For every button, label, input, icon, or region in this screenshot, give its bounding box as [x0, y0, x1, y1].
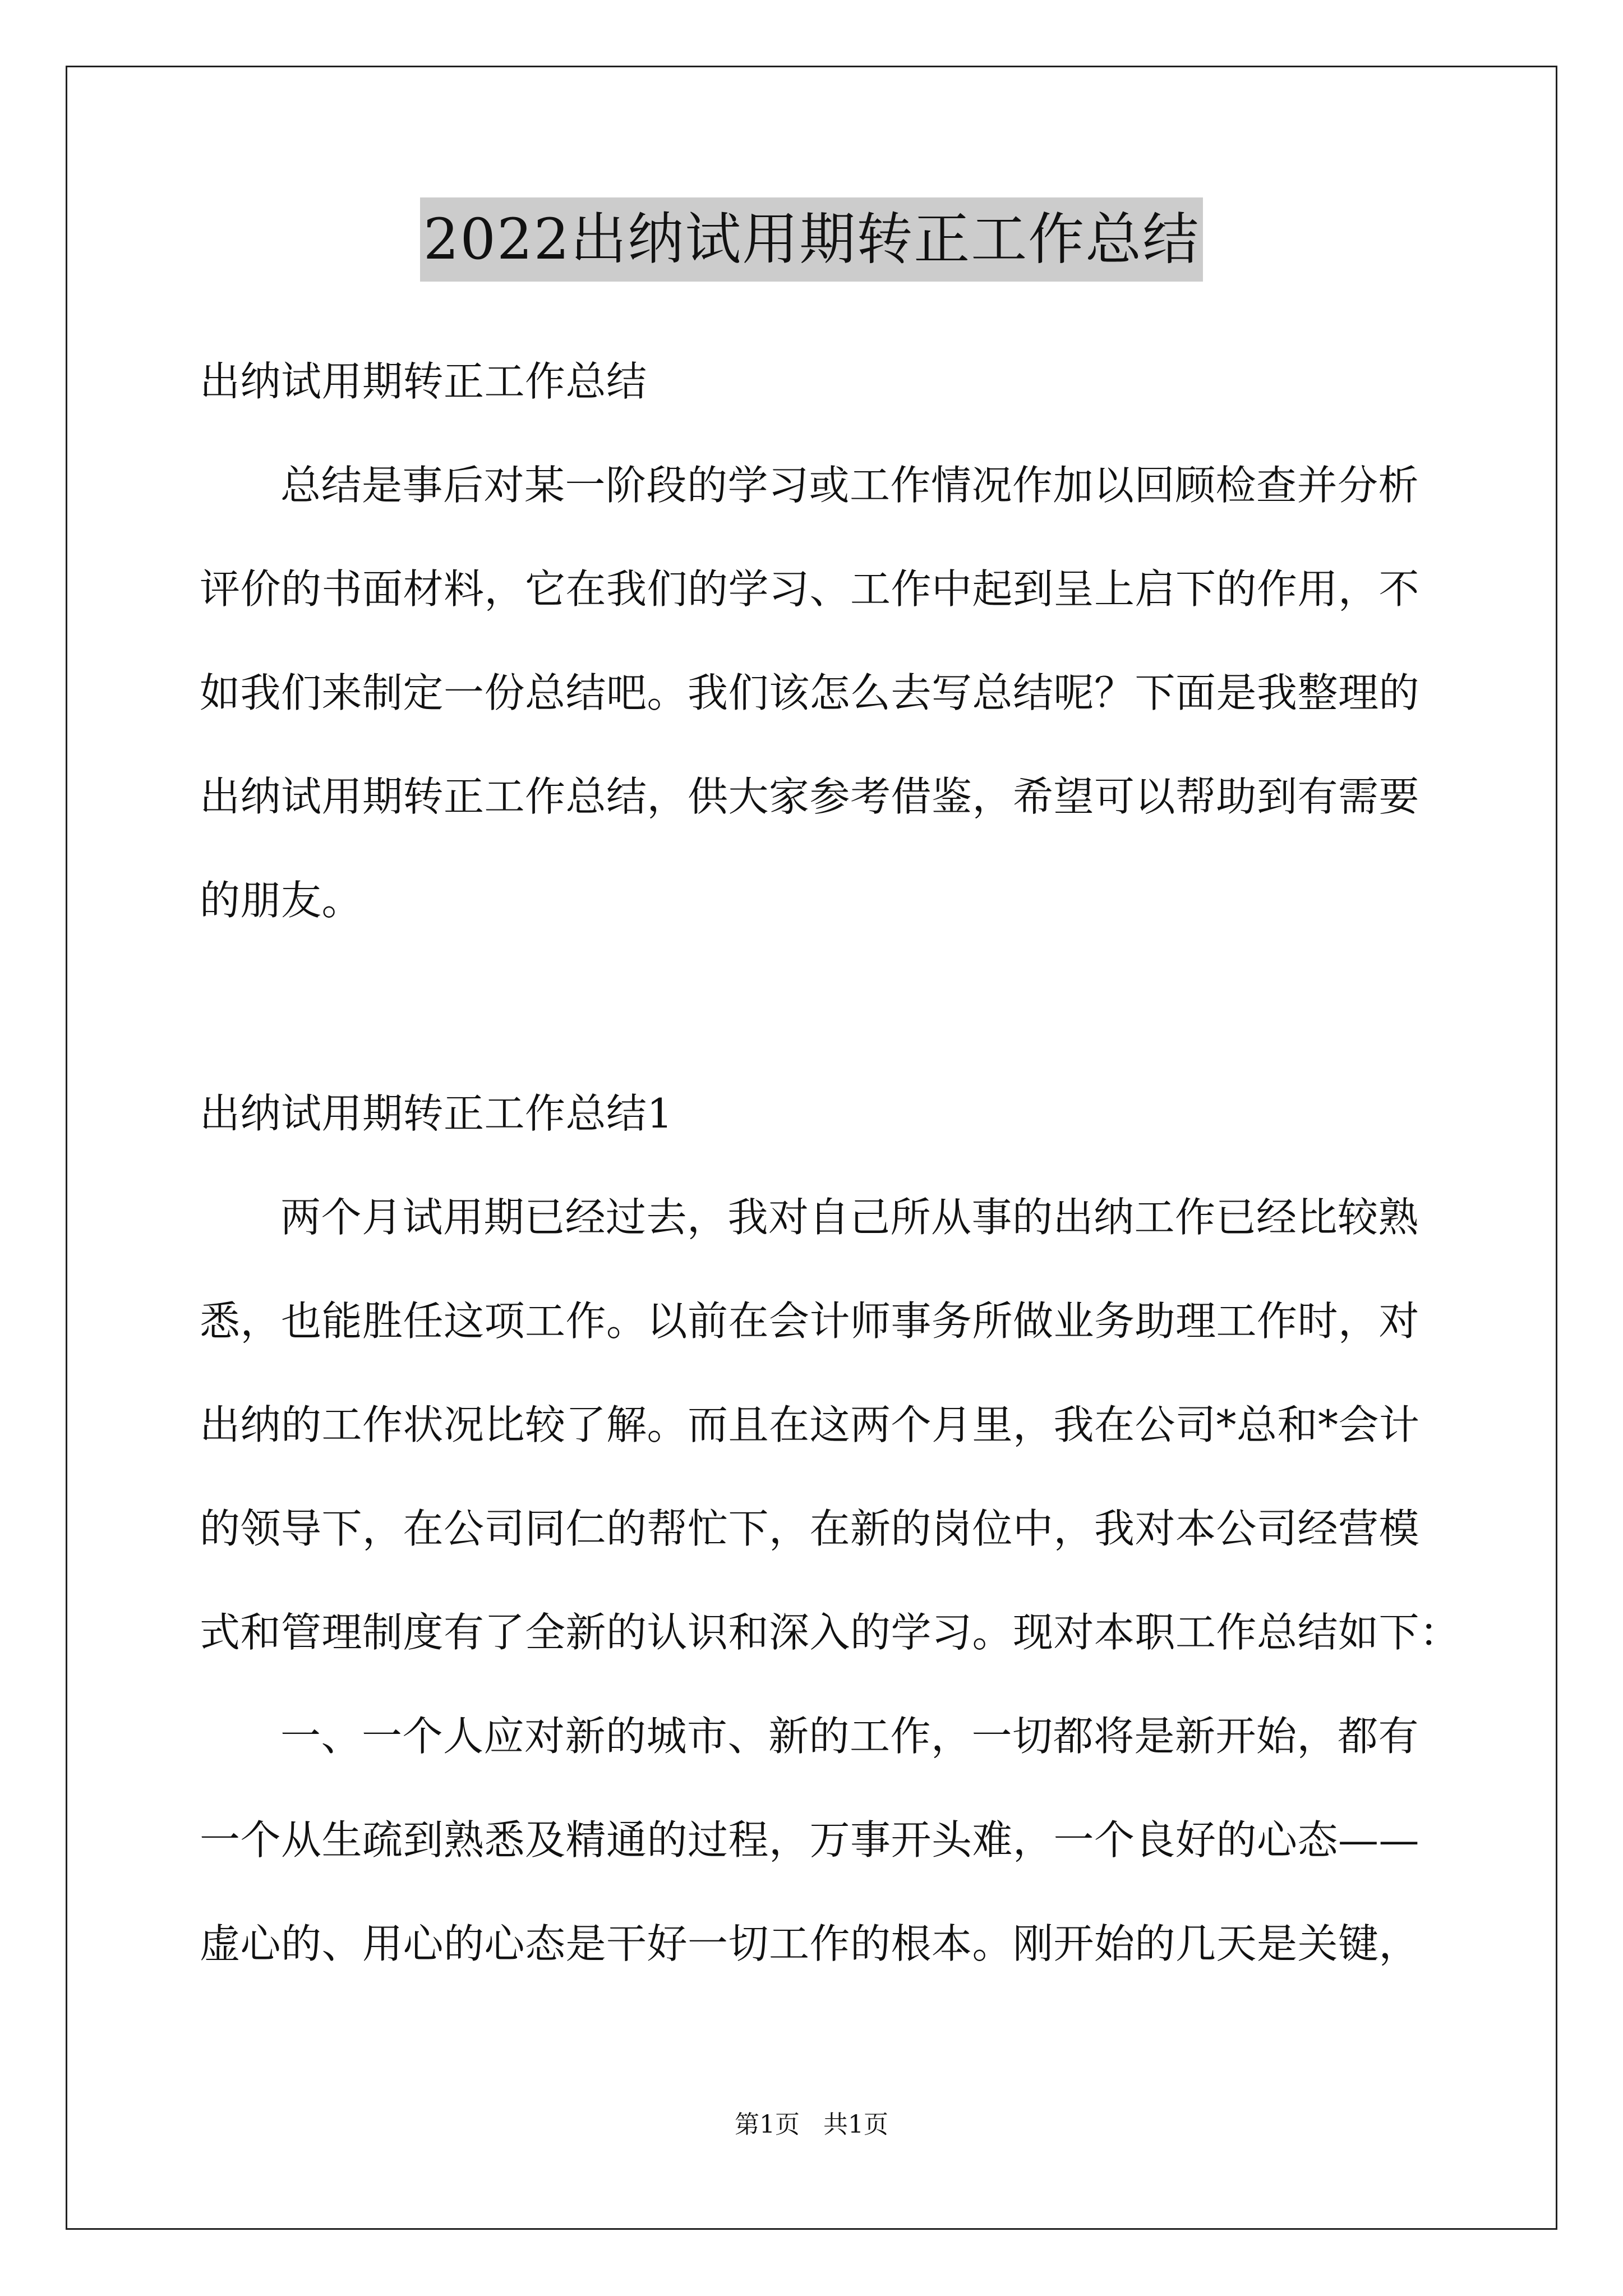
- paragraph-line: 出纳试用期转正工作总结，供大家参考借鉴，希望可以帮助到有需要: [200, 773, 1420, 820]
- paragraph-line: 虚心的、用心的心态是干好一切工作的根本。刚开始的几天是关键，: [200, 1920, 1420, 1967]
- paragraph-line: 评价的书面材料，它在我们的学习、工作中起到呈上启下的作用，不: [200, 565, 1420, 613]
- subtitle-line: 出纳试用期转正工作总结: [200, 358, 647, 405]
- paragraph-line: 一、一个人应对新的城市、新的工作，一切都将是新开始，都有: [280, 1713, 1419, 1760]
- page-footer: 第1页 共1页: [735, 2110, 888, 2139]
- title-container: [0, 197, 1623, 282]
- paragraph-line: 悉，也能胜任这项工作。以前在会计师事务所做业务助理工作时，对: [200, 1297, 1420, 1345]
- document-title: 2022出纳试用期转正工作总结: [420, 197, 1204, 282]
- paragraph-line: 出纳的工作状况比较了解。而且在这两个月里，我在公司*总和*会计: [200, 1401, 1420, 1448]
- paragraph-line: 一个从生疏到熟悉及精通的过程，万事开头难，一个良好的心态——: [200, 1816, 1420, 1864]
- paragraph-line: 式和管理制度有了全新的认识和深入的学习。现对本职工作总结如下：: [200, 1609, 1460, 1656]
- paragraph-line: 如我们来制定一份总结吧。我们该怎么去写总结呢？下面是我整理的: [200, 669, 1420, 716]
- paragraph-line: 两个月试用期已经过去，我对自己所从事的出纳工作已经比较熟: [280, 1194, 1419, 1241]
- paragraph-line: 的朋友。: [200, 877, 363, 924]
- paragraph-line: 的领导下，在公司同仁的帮忙下，在新的岗位中，我对本公司经营模: [200, 1505, 1420, 1552]
- paragraph-line: 总结是事后对某一阶段的学习或工作情况作加以回顾检查并分析: [280, 462, 1419, 509]
- section-heading: 出纳试用期转正工作总结1: [200, 1090, 673, 1137]
